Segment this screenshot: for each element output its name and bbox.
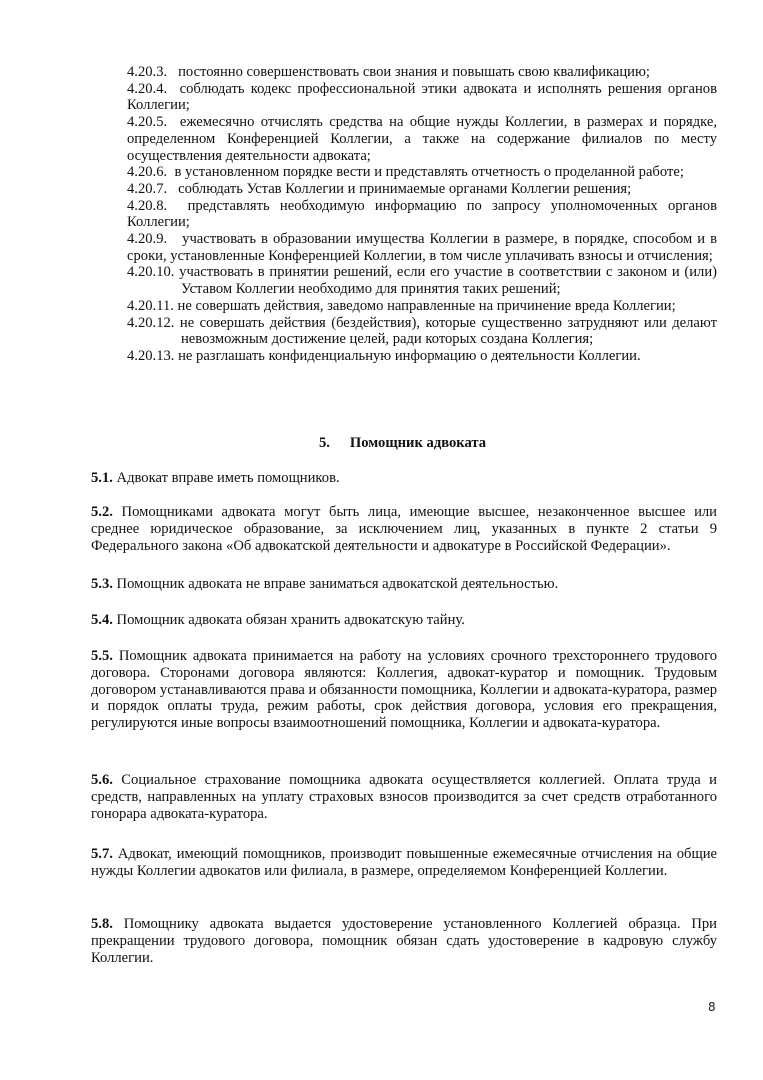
- item-number: 4.20.8.: [127, 197, 168, 214]
- paragraph-text: Помощник адвоката обязан хранить адвокатскую тайну.: [116, 612, 465, 628]
- item-text: соблюдать кодекс профессиональной этики адвоката и исполнять решения органов Коллегии;: [127, 80, 717, 114]
- item-text: постоянно совершенствовать свои знания и повышать свою квалификацию;: [178, 64, 650, 80]
- paragraph-number: 5.7.: [91, 846, 113, 862]
- item-number: 4.20.6.: [127, 164, 168, 181]
- paragraph-number: 5.4.: [91, 612, 113, 628]
- list-item: [127, 315, 717, 348]
- paragraph: [91, 846, 717, 880]
- item-number: 4.20.5.: [127, 114, 168, 131]
- page-number: 8: [708, 1000, 716, 1014]
- item-text: представлять необходимую информацию по запросу уполномоченных органов Коллегии;: [127, 197, 717, 231]
- paragraph-number: 5.2.: [91, 504, 113, 520]
- item-number: 4.20.4.: [127, 80, 168, 97]
- paragraph-text: Социальное страхование помощника адвоката осуществляется коллегией. Оплата труда и средств, направленных на уплату страховых взносов производится за счет средств отработанного гонорара адвоката-куратора.: [91, 772, 717, 822]
- paragraph: [91, 612, 717, 629]
- list-item: [127, 348, 717, 365]
- item-number: 4.20.13.: [127, 347, 175, 364]
- paragraph: [91, 470, 717, 487]
- item-text: ежемесячно отчислять средства на общие нужды Коллегии, в размерах и порядке, определенном Конференцией Коллегии, а также на содержание филиалов по месту осуществления деятельности адвоката;: [127, 114, 718, 164]
- paragraph-number: 5.8.: [91, 916, 113, 932]
- paragraph: [91, 576, 717, 593]
- obligations-list: [127, 64, 717, 365]
- section-heading: [0, 435, 763, 452]
- paragraph: [91, 916, 717, 966]
- item-text: не разглашать конфиденциальную информацию о деятельности Коллегии.: [178, 347, 641, 364]
- item-number: 4.20.12.: [127, 314, 175, 331]
- item-text: участвовать в принятии решений, если его участие в соответствии с законом и (или) Уставом Коллегии необходимо для принятия таких решений;: [179, 264, 717, 298]
- section-title: Помощник адвоката: [349, 435, 487, 451]
- paragraph-text: Помощниками адвоката могут быть лица, имеющие высшее, незаконченное высшее или среднее юридическое образование, за исключением лиц, указанных в пункте 2 статьи 9 Федерального закона «Об адвокатской деятельности и адвокатуре в Российской Федерации».: [91, 504, 717, 554]
- paragraph: [91, 648, 717, 732]
- item-text: не совершать действия, заведомо направленные на причинение вреда Коллегии;: [177, 297, 676, 314]
- paragraph-text: Адвокат, имеющий помощников, производит повышенные ежемесячные отчисления на общие нужды Коллегии адвокатов или филиала, в размере, определяемом Конференцией Коллегии.: [91, 846, 717, 879]
- paragraph-text: Помощник адвоката не вправе заниматься адвокатской деятельностью.: [116, 576, 559, 592]
- paragraph-number: 5.3.: [91, 576, 113, 592]
- paragraph-text: Адвокат вправе иметь помощников.: [116, 470, 340, 486]
- item-number: 4.20.9.: [127, 231, 168, 248]
- list-item: [127, 114, 717, 164]
- paragraph-number: 5.6.: [91, 772, 113, 788]
- item-text: не совершать действия (бездействия), которые существенно затрудняют или делают невозможным достижение целей, ради которых создана Коллегия;: [179, 314, 717, 348]
- list-item: [127, 164, 717, 181]
- item-number: 4.20.7.: [127, 180, 168, 197]
- item-number: 4.20.10.: [127, 264, 175, 281]
- list-item: [127, 198, 717, 231]
- list-item: [127, 264, 717, 297]
- paragraph-text: Помощнику адвоката выдается удостоверение установленного Коллегией образца. При прекращении трудового договора, помощник обязан сдать удостоверение в кадровую службу Коллегии.: [91, 916, 717, 966]
- list-item: [127, 231, 717, 264]
- section-number: 5.: [318, 435, 330, 451]
- paragraph-text: Помощник адвоката принимается на работу на условиях срочного трехстороннего трудового договора. Сторонами договора являются: Коллегия, адвокат-куратор и помощник. Трудовым договором устанавливаются права и обязанности помощника, Коллегии и адвоката-куратора, размер и порядок оплаты труда, режим работы, срок действия договора, условия его прекращения, регулируются иные вопросы взаимоотношений помощника, Коллегии и адвоката-куратора.: [91, 648, 717, 732]
- paragraph-number: 5.1.: [91, 470, 113, 486]
- list-item: [127, 298, 717, 315]
- list-item: [127, 181, 717, 198]
- list-item: [127, 64, 717, 81]
- item-text: в установленном порядке вести и представлять отчетность о проделанной работе;: [174, 164, 684, 181]
- item-number: 4.20.3.: [127, 64, 168, 80]
- item-text: участвовать в образовании имущества Коллегии в размере, в порядке, способом и в сроки, установленные Конференцией Коллегии, в том числе уплачивать взносы и отчисления;: [127, 231, 717, 264]
- paragraph: [91, 772, 717, 822]
- paragraph-number: 5.5.: [91, 648, 113, 664]
- item-number: 4.20.11.: [127, 297, 174, 314]
- list-item: [127, 81, 717, 114]
- item-text: соблюдать Устав Коллегии и принимаемые органами Коллегии решения;: [178, 180, 632, 197]
- paragraph: [91, 504, 717, 554]
